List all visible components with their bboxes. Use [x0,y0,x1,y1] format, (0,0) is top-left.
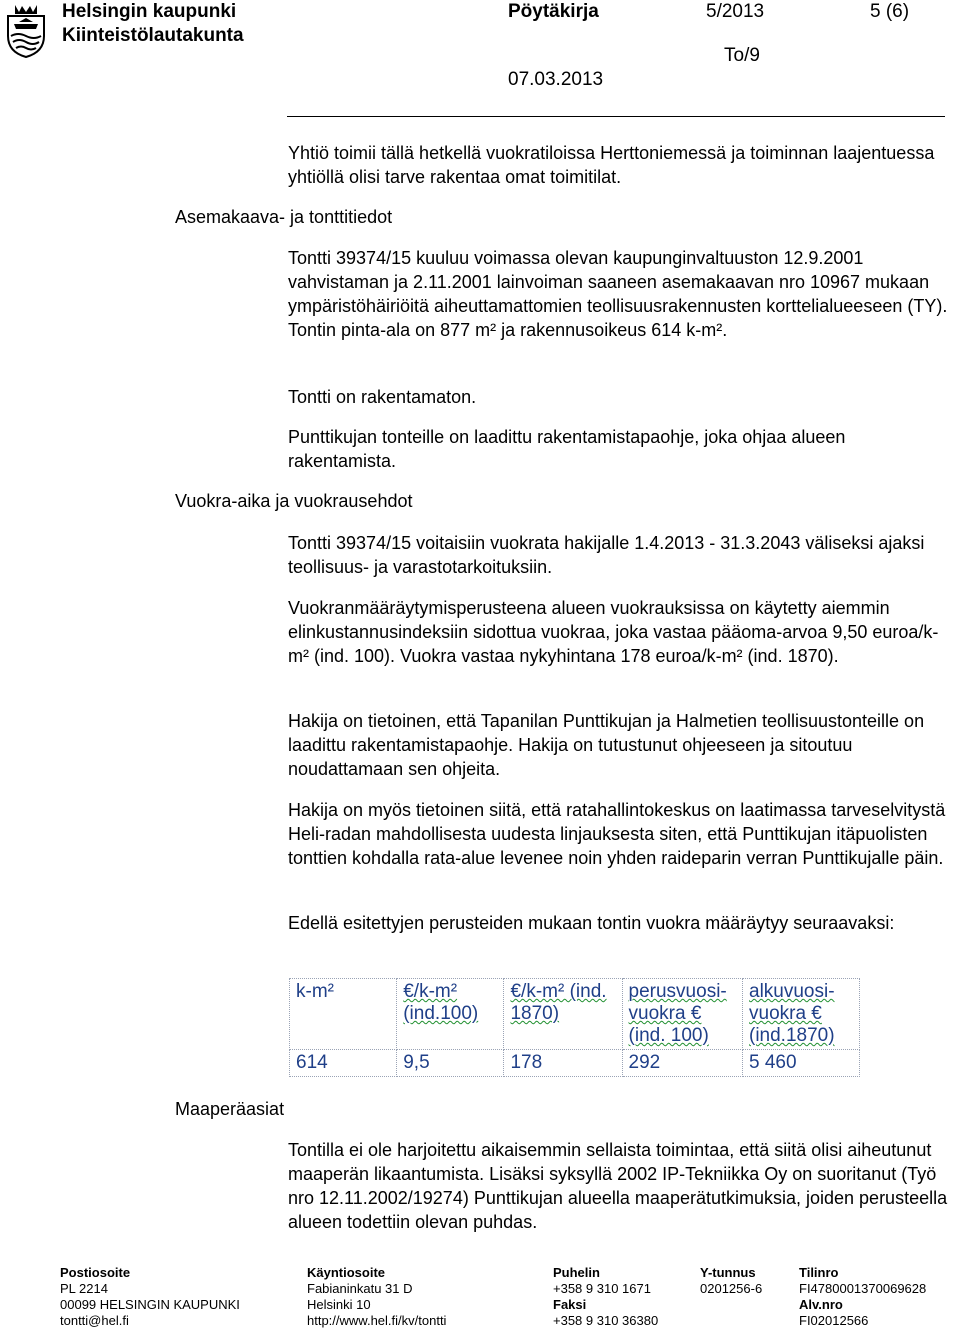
paragraph-rent-basis: Vuokranmääräytymisperusteena alueen vuokrauksissa on käytetty aiemmin elinkustannusindeksiin sidottua vuokraa, joka vastaa pääoma-arvoa 9,50 euroa/k-m² (ind. 100). Vuokra vastaa nykyhintana 178 euroa/k-m² (ind. 1870). [288,598,939,666]
footer-email[interactable]: tontti@hel.fi [60,1313,129,1328]
rent-table-header-row [290,979,860,1050]
paragraph-zoning: Tontti 39374/15 kuuluu voimassa olevan kaupunginvaltuuston 12.9.2001 vahvistaman ja 2.11.2001 lainvoiman saaneen asemakaavan nro 10967 mukaan ympäristöhäiriöitä aiheuttamattomien teollisuusrakennusten korttelialueeseen (TY). Tontin pinta-ala on 877 m² ja rakennusoikeus 614 k-m². [288,248,948,340]
helsinki-coat-of-arms-icon [6,2,46,58]
footer-account-number: FI4780001370069628 [799,1281,927,1296]
section-heading-asemakaava: Asemakaava- ja tonttitiedot [175,207,393,227]
rent-table-cell: 292 [622,1050,742,1077]
rent-table-header: perusvuosi-vuokra € (ind. 100) [622,979,742,1050]
document-type: Pöytäkirja [508,1,599,22]
footer-fax-label: Faksi [553,1297,587,1312]
footer-website[interactable]: http://www.hel.fi/kv/tontti [307,1313,447,1328]
rent-table-cell: 5 460 [743,1050,860,1077]
document-number: 5/2013 [706,1,765,22]
footer-business-id-label: Y-tunnus [700,1265,756,1280]
agenda-item: To/9 [724,45,760,66]
rent-table [289,978,860,1077]
footer-postal [60,1265,260,1329]
footer-phone-label: Puhelin [553,1265,600,1280]
paragraph-building-guide: Punttikujan tonteille on laadittu rakentamistapaohje, joka ohjaa alueen rakentamista. [288,427,846,471]
rent-table-cell: 178 [504,1050,622,1077]
rent-table-header: €/k-m² (ind. 1870) [504,979,622,1050]
organization-name [62,0,244,48]
document-date: 07.03.2013 [508,69,604,90]
footer-vat-number: FI02012566 [799,1313,869,1328]
rent-table-cell: 614 [290,1050,397,1077]
footer-business-id [700,1265,790,1297]
footer-postal-city: 00099 HELSINGIN KAUPUNKI [60,1297,240,1312]
footer-city: Helsinki 10 [307,1297,371,1312]
footer-business-id-value: 0201256-6 [700,1281,763,1296]
footer-visiting [307,1265,507,1329]
footer-phone-number: +358 9 310 1671 [553,1281,651,1296]
paragraph-lease-term: Tontti 39374/15 voitaisiin vuokrata hakijalle 1.4.2013 - 31.3.2043 väliseksi ajaksi teollisuus- ja varastotarkoituksiin. [288,533,925,577]
page-number: 5 (6) [870,1,910,22]
rent-table-header: k-m² [290,979,397,1050]
paragraph-rent-intro: Edellä esitettyjen perusteiden mukaan tontin vuokra määräytyy seuraavaksi: [288,913,895,933]
header-divider [287,116,945,117]
paragraph-soil: Tontilla ei ole harjoitettu aikaisemmin sellaista toimintaa, että siitä olisi aiheutunut maaperän likaantumista. Lisäksi syksyllä 2002 IP-Tekniikka Oy on suoritanut (Työ nro 12.11.2002/19274) Punttikujan alueella maaperätutkimuksia, joiden perusteella alueen todettiin olevan puhdas. [288,1140,948,1232]
rent-table-header: €/k-m² (ind.100) [397,979,504,1050]
org-city: Helsingin kaupunki [62,1,237,22]
footer-street: Fabianinkatu 31 D [307,1281,413,1296]
footer-fax-number: +358 9 310 36380 [553,1313,659,1328]
section-heading-maapera: Maaperäasiat [175,1099,285,1119]
footer-po-box: PL 2214 [60,1281,108,1296]
footer-account [799,1265,954,1329]
footer-visiting-label: Käyntiosoite [307,1265,386,1280]
footer-account-label: Tilinro [799,1265,839,1280]
rent-table-cell: 9,5 [397,1050,504,1077]
paragraph-unbuilt: Tontti on rakentamaton. [288,387,477,407]
paragraph-applicant-aware: Hakija on tietoinen, että Tapanilan Punttikujan ja Halmetien teollisuustonteille on laadittu rakentamistapaohje. Hakija on tutustunut ohjeeseen ja sitoutuu noudattamaan sen ohjeita. [288,711,925,779]
rent-table-header: alkuvuosi-vuokra € (ind.1870) [743,979,860,1050]
footer-postal-label: Postiosoite [60,1265,131,1280]
rent-table-value-row [290,1050,860,1077]
org-board: Kiinteistölautakunta [62,25,244,46]
paragraph-rail-plan: Hakija on myös tietoinen siitä, että ratahallintokeskus on laatimassa tarveselvitystä Heli-radan mahdollisesta uudesta linjauksesta siten, että Punttikujan itäpuolisten tonttien kohdalla rata-alue levenee noin yhden raideparin verran Punttikujalle päin. [288,800,946,868]
section-heading-vuokra: Vuokra-aika ja vuokrausehdot [175,491,413,511]
paragraph-company: Yhtiö toimii tällä hetkellä vuokratiloissa Herttoniemessä ja toiminnan laajentuessa yhtiöllä olisi tarve rakentaa omat toimitilat. [288,143,935,187]
footer-phone [553,1265,683,1329]
footer-vat-label: Alv.nro [799,1297,843,1312]
